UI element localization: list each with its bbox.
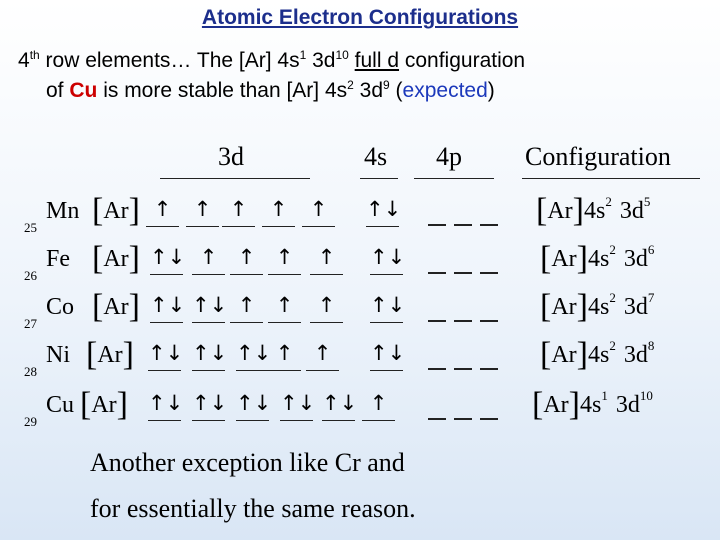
superscript: 1 [299,48,307,62]
config-s-label: 4s [579,392,602,418]
d-orbital-box: ↑↓ [236,338,269,371]
intro-text-fragment: configuration [399,49,526,72]
superscript: 10 [335,48,349,62]
d-orbital-box: ↑ [186,194,219,227]
config-d-term [612,194,651,225]
left-bracket: [ [86,336,98,373]
element-row [0,192,720,246]
d-orbital-box: ↑ [222,194,255,227]
config-d-exponent: 6 [647,242,655,257]
left-bracket: [ [540,288,552,325]
config-s-term [588,290,616,321]
d-orbital-box: ↑↓ [148,338,181,371]
d-orbital-box: ↑ [146,194,179,227]
left-bracket: [ [532,386,544,423]
p-orbital-empty [480,272,498,274]
p-orbital-empty [454,418,472,420]
element-row [0,336,720,390]
p-orbital-empty [428,368,446,370]
header-4p-underline [414,178,494,179]
d-orbital-box: ↑ [230,290,263,323]
core-label: Ar [103,198,129,224]
footer-line-1: Another exception like Cr and [90,448,405,477]
electron-configuration [536,194,650,228]
config-d-term [608,388,653,419]
full-d-emphasis: full d [354,49,400,72]
d-orbital-box: ↑ [230,242,263,275]
core-label: Ar [97,342,123,368]
config-s-label: 4s [587,294,610,320]
argon-core [80,388,128,422]
right-bracket: ] [576,240,588,277]
left-bracket: [ [540,336,552,373]
config-s-exponent: 2 [609,242,616,257]
p-orbital-empty [454,272,472,274]
p-orbital-empty [480,418,498,420]
config-s-term [588,242,616,273]
p-orbital-empty [454,224,472,226]
core-label: Ar [551,246,577,272]
intro-text-fragment: 3d [353,79,384,102]
core-label: Ar [551,342,577,368]
config-d-label: 3d [623,342,648,368]
superscript: 9 [383,78,390,92]
s-orbital-box: ↑ [362,388,395,421]
d-orbital-box: ↑ [268,290,301,323]
left-bracket: [ [92,240,104,277]
left-bracket: [ [80,386,92,423]
electron-configuration [540,290,654,324]
right-bracket: ] [572,192,584,229]
p-orbital-empty [428,418,446,420]
superscript: 2 [347,78,354,92]
p-orbital-empty [480,224,498,226]
d-orbital-box: ↑ [310,242,343,275]
element-symbol: Cu [46,392,75,418]
right-bracket: ] [128,288,140,325]
d-orbital-box: ↑↓ [192,338,225,371]
config-s-exponent: 2 [605,194,612,209]
right-bracket: ] [576,336,588,373]
atomic-number: 29 [24,414,37,429]
d-orbital-box: ↑↓ [150,242,183,275]
config-d-term [616,290,655,321]
electron-configuration [540,242,654,276]
element-row [0,386,720,440]
d-orbital-box: ↑↓ [150,290,183,323]
header-3d-underline [160,178,310,179]
element-row [0,240,720,294]
atomic-number: 26 [24,268,37,283]
argon-core [92,242,140,276]
d-orbital-box: ↑↓ [236,388,269,421]
footer-line-2: for essentially the same reason. [90,494,416,523]
core-label: Ar [543,392,569,418]
d-orbital-box: ↑ [268,338,301,371]
header-3d: 3d [218,142,244,171]
config-d-exponent: 8 [647,338,655,353]
config-s-label: 4s [587,246,610,272]
cu-highlight: Cu [69,79,98,102]
element-symbol: Ni [46,342,70,368]
config-s-term [584,194,612,225]
d-orbital-box: ↑ [262,194,295,227]
d-orbital-box: ↑↓ [148,388,181,421]
config-d-label: 3d [623,294,648,320]
intro-text-fragment: of [46,79,70,102]
left-bracket: [ [540,240,552,277]
config-s-label: 4s [583,198,606,224]
electron-configuration [540,338,654,372]
d-orbital-box: ↑ [192,242,225,275]
right-bracket: ] [568,386,580,423]
core-label: Ar [91,392,117,418]
intro-line-2 [18,76,718,106]
s-orbital-box: ↑↓ [366,194,399,227]
argon-core [92,290,140,324]
s-orbital-box: ↑↓ [370,290,403,323]
header-4s: 4s [364,142,388,171]
right-bracket: ] [128,240,140,277]
config-d-label: 3d [623,246,648,272]
intro-text-fragment: row elements… The [Ar] 4s [39,49,300,72]
config-s-term [580,388,608,419]
config-s-exponent: 1 [601,388,608,403]
config-d-term [616,338,655,369]
p-orbital-empty [454,368,472,370]
element-symbol: Co [46,294,75,320]
d-orbital-box: ↑↓ [192,388,225,421]
atomic-number: 28 [24,364,37,379]
config-s-exponent: 2 [609,290,616,305]
atomic-number: 27 [24,316,37,331]
p-orbital-empty [480,368,498,370]
config-s-term [588,338,616,369]
superscript: th [29,48,40,62]
intro-text-fragment: is more stable than [Ar] 4s [97,79,348,102]
right-bracket: ] [122,336,134,373]
left-bracket: [ [536,192,548,229]
intro-text-fragment: ) [487,79,495,102]
right-bracket: ] [128,192,140,229]
core-label: Ar [103,246,129,272]
p-orbital-empty [428,224,446,226]
p-orbital-empty [428,320,446,322]
core-label: Ar [103,294,129,320]
config-d-exponent: 5 [643,194,651,209]
core-label: Ar [547,198,573,224]
intro-text-fragment: ( [389,79,403,102]
argon-core [86,338,134,372]
element-symbol: Mn [46,198,80,224]
p-orbital-empty [454,320,472,322]
atomic-number: 25 [24,220,37,235]
left-bracket: [ [92,288,104,325]
d-orbital-box: ↑↓ [322,388,355,421]
slide-title: Atomic Electron Configurations [201,6,519,29]
config-d-exponent: 10 [639,388,653,403]
header-configuration: Configuration [525,142,671,171]
header-4s-underline [360,178,398,179]
d-orbital-box: ↑ [306,338,339,371]
intro-line-1 [18,46,718,76]
expected-label: expected [402,79,488,102]
argon-core [92,194,140,228]
d-orbital-box: ↑ [302,194,335,227]
intro-text-fragment: 4 [18,49,30,72]
intro-text-fragment: 3d [306,49,336,72]
s-orbital-box: ↑↓ [370,242,403,275]
right-bracket: ] [116,386,128,423]
intro-text [18,46,718,106]
config-d-term [616,242,655,273]
header-configuration-underline [522,178,700,179]
p-orbital-empty [428,272,446,274]
config-d-exponent: 7 [647,290,655,305]
config-s-exponent: 2 [609,338,616,353]
p-orbital-empty [480,320,498,322]
config-d-label: 3d [619,198,644,224]
header-4p: 4p [436,142,462,171]
d-orbital-box: ↑↓ [192,290,225,323]
element-symbol: Fe [46,246,70,272]
d-orbital-box: ↑ [268,242,301,275]
d-orbital-box: ↑ [310,290,343,323]
core-label: Ar [551,294,577,320]
element-row [0,288,720,342]
electron-configuration [532,388,653,422]
s-orbital-box: ↑↓ [370,338,403,371]
right-bracket: ] [576,288,588,325]
d-orbital-box: ↑↓ [280,388,313,421]
config-s-label: 4s [587,342,610,368]
left-bracket: [ [92,192,104,229]
config-d-label: 3d [615,392,640,418]
